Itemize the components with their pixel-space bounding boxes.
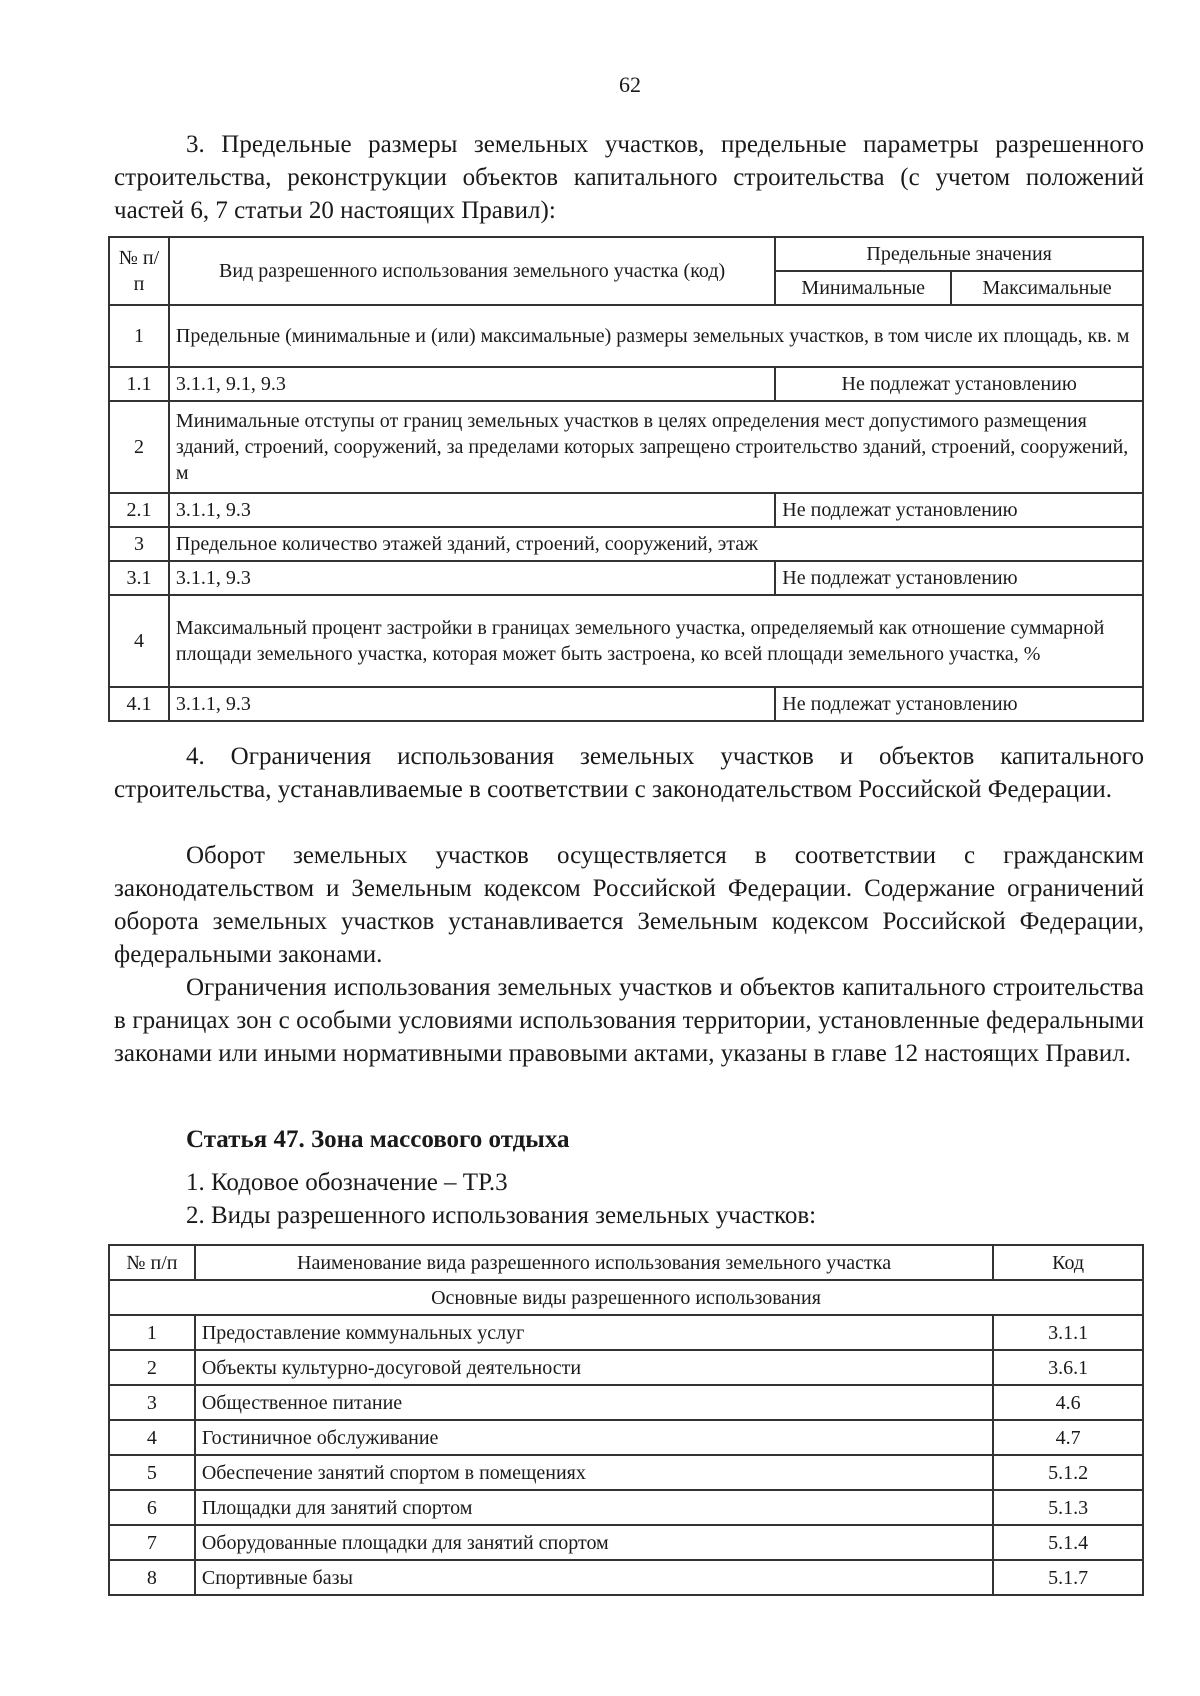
row-name: Гостиничное обслуживание [195,1420,993,1455]
header-num: № п/п [109,1245,195,1280]
row-name: Обеспечение занятий спортом в помещениях [195,1455,993,1490]
header-code: Код [993,1245,1143,1280]
row-name: Спортивные базы [195,1560,993,1595]
row-code: 4.6 [993,1385,1143,1420]
header-limits: Предельные значения [775,237,1143,271]
row-num: 6 [109,1490,195,1525]
section-row: Основные виды разрешенного использования [109,1280,1143,1315]
row-code: 3.1.1, 9.3 [169,493,775,527]
paragraph-restrictions [114,740,1144,806]
row-code: 5.1.2 [993,1455,1143,1490]
row-num: 2.1 [109,493,169,527]
row-num: 3 [109,1385,195,1420]
row-code: 3.1.1 [993,1315,1143,1350]
permitted-use-table [108,1244,1144,1596]
row-name: Предоставление коммунальных услуг [195,1315,993,1350]
header-name: Наименование вида разрешенного использования земельного участка [195,1245,993,1280]
row-name: Общественное питание [195,1385,993,1420]
paragraph-zones [114,971,1144,1070]
article-heading: Статья 47. Зона массового отдыха [186,1126,570,1153]
row-name: Объекты культурно-досуговой деятельности [195,1350,993,1385]
row-code: 5.1.3 [993,1490,1143,1525]
intro-paragraph [114,128,1144,227]
row-num: 3.1 [109,561,169,595]
row-name: Площадки для занятий спортом [195,1490,993,1525]
paragraph-turnover [114,839,1144,971]
paragraph-text: Оборот земельных участков осуществляется в соответствии с гражданским законодательством и Земельным кодексом Российской Федерации. Содержание ограничений оборота земельных участков устанавливается Земельным кодексом Российской Федерации, федеральными законами. [114,842,1144,968]
page-number: 62 [619,72,641,97]
intro-paragraph-text: 3. Предельные размеры земельных участков, предельные параметры разрешенного строительства, реконструкции объектов капитального строительства (с учетом положений частей 6, 7 статьи 20 настоящих Правил): [114,131,1144,224]
header-max: Максимальные [951,271,1143,305]
row-num: 1 [109,305,169,367]
paragraph-text: 4. Ограничения использования земельных участков и объектов капитального строительства, устанавливаемые в соответствии с законодательством Российской Федерации. [114,743,1144,803]
row-num: 4 [109,1420,195,1455]
row-text: Максимальный процент застройки в границах земельного участка, определяемый как отношение суммарной площади земельного участка, которая может быть застроена, ко всей площади земельного участка, % [169,595,1143,687]
row-num: 2 [109,401,169,493]
row-num: 7 [109,1525,195,1560]
list-item: 2. Виды разрешенного использования земельных участков: [186,1202,817,1229]
header-type: Вид разрешенного использования земельного участка (код) [169,237,775,305]
paragraph-text: Ограничения использования земельных участков и объектов капитального строительства в границах зон с особыми условиями использования территории, установленные федеральными законами или иными нормативными правовыми актами, указаны в главе 12 настоящих Правил. [114,974,1144,1067]
header-min: Минимальные [775,271,951,305]
row-value: Не подлежат установлению [775,367,1143,401]
row-code: 3.6.1 [993,1350,1143,1385]
row-text: Минимальные отступы от границ земельных участков в целях определения мест допустимого размещения зданий, строений, сооружений, за пределами которых запрещено строительство зданий, строений, сооружений, м [169,401,1143,493]
list-item: 1. Кодовое обозначение – ТР.3 [186,1169,508,1196]
row-num: 5 [109,1455,195,1490]
row-name: Оборудованные площадки для занятий спортом [195,1525,993,1560]
row-num: 2 [109,1350,195,1385]
row-value: Не подлежат установлению [775,493,1143,527]
row-text: Предельное количество этажей зданий, строений, сооружений, этаж [169,527,1143,561]
row-num: 1.1 [109,367,169,401]
header-num: № п/п [109,237,169,305]
row-code: 4.7 [993,1420,1143,1455]
row-num: 8 [109,1560,195,1595]
row-code: 5.1.7 [993,1560,1143,1595]
row-text: Предельные (минимальные и (или) максимальные) размеры земельных участков, в том числе их площадь, кв. м [169,305,1143,367]
row-code: 5.1.4 [993,1525,1143,1560]
row-code: 3.1.1, 9.3 [169,561,775,595]
row-num: 1 [109,1315,195,1350]
row-num: 4.1 [109,687,169,721]
row-num: 4 [109,595,169,687]
row-num: 3 [109,527,169,561]
row-code: 3.1.1, 9.3 [169,687,775,721]
row-code: 3.1.1, 9.1, 9.3 [169,367,775,401]
row-value: Не подлежат установлению [775,687,1143,721]
row-value: Не подлежат установлению [775,561,1143,595]
limits-table [108,236,1144,722]
